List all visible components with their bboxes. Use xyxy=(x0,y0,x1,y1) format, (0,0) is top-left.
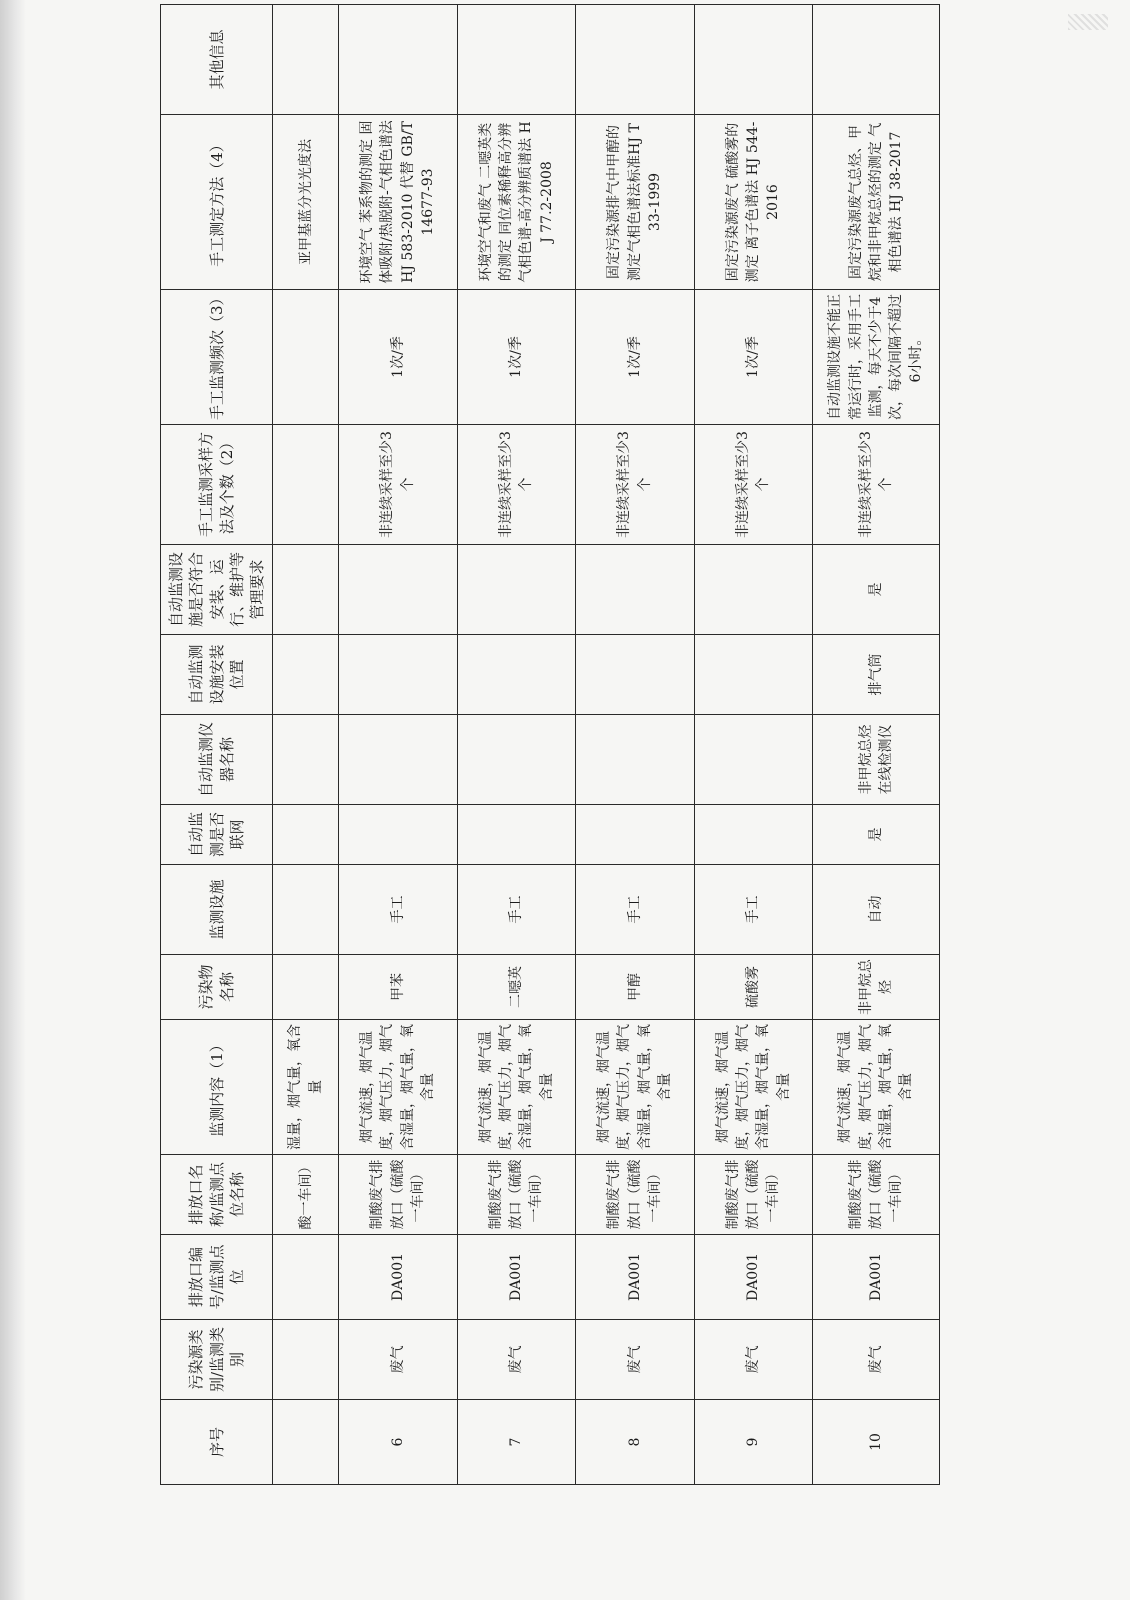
continuation-other xyxy=(273,5,339,115)
cell-facility: 手工 xyxy=(694,865,813,955)
cell-outlet-name: 制酸废气排放口（硫酸一车间） xyxy=(457,1155,576,1235)
continuation-outlet-name: 酸一车间） xyxy=(273,1155,339,1235)
header-outlet-code: 排放口编号/监测点位 xyxy=(161,1235,273,1320)
cell-other xyxy=(339,5,458,115)
cell-other xyxy=(576,5,695,115)
cell-content: 烟气流速，烟气温度，烟气压力，烟气含湿量，烟气量，氧含量 xyxy=(576,1020,695,1155)
rotated-table-sheet xyxy=(160,29,940,1485)
header-outlet-name: 排放口名称/监测点位名称 xyxy=(161,1155,273,1235)
cell-outlet-code: DA001 xyxy=(457,1235,576,1320)
cell-outlet-code: DA001 xyxy=(576,1235,695,1320)
continuation-method: 亚甲基蓝分光光度法 xyxy=(273,115,339,290)
cell-outlet-code: DA001 xyxy=(339,1235,458,1320)
scan-edge-shadow xyxy=(0,0,26,1600)
table-row xyxy=(457,5,576,1485)
cell-compliant xyxy=(694,545,813,635)
header-source-type: 污染源类别/监测类别 xyxy=(161,1320,273,1400)
continuation-seq xyxy=(273,1400,339,1485)
table-row xyxy=(694,5,813,1485)
cell-content: 烟气流速，烟气温度，烟气压力，烟气含湿量，烟气量，氧含量 xyxy=(457,1020,576,1155)
cell-facility: 手工 xyxy=(576,865,695,955)
cell-facility: 手工 xyxy=(339,865,458,955)
continuation-row xyxy=(273,5,339,1485)
cell-seq: 6 xyxy=(339,1400,458,1485)
table-frame xyxy=(160,29,940,1485)
cell-pollutant: 甲苯 xyxy=(339,955,458,1020)
cell-instrument xyxy=(694,715,813,805)
cell-networked xyxy=(339,805,458,865)
cell-seq: 7 xyxy=(457,1400,576,1485)
table-row xyxy=(576,5,695,1485)
cell-install-pos xyxy=(339,635,458,715)
cell-networked xyxy=(576,805,695,865)
cell-frequency: 1次/季 xyxy=(457,290,576,425)
cell-outlet-name: 制酸废气排放口（硫酸一车间） xyxy=(339,1155,458,1235)
cell-instrument: 非甲烷总烃在线检测仪 xyxy=(813,715,940,805)
cell-outlet-name: 制酸废气排放口（硫酸一车间） xyxy=(813,1155,940,1235)
cell-outlet-name: 制酸废气排放口（硫酸一车间） xyxy=(694,1155,813,1235)
cell-method: 固定污染源排气中甲醇的测定气相色谱法标准HJ T 33-1999 xyxy=(576,115,695,290)
header-other: 其他信息 xyxy=(161,5,273,115)
header-sampling: 手工监测采样方法及个数（2） xyxy=(161,425,273,545)
cell-method: 固定污染源废气 硫酸雾的测定 离子色谱法 HJ 544-2016 xyxy=(694,115,813,290)
cell-other xyxy=(813,5,940,115)
cell-method: 环境空气和废气 二噁英类的测定 同位素稀释高分辨气相色谱-高分辨质谱法 HJ 77.2-2008 xyxy=(457,115,576,290)
cell-facility: 手工 xyxy=(457,865,576,955)
cell-networked xyxy=(694,805,813,865)
cell-content: 烟气流速，烟气温度，烟气压力，烟气含湿量，烟气量，氧含量 xyxy=(813,1020,940,1155)
cell-compliant xyxy=(339,545,458,635)
cell-method: 固定污染源废气总烃、甲烷和非甲烷总烃的测定 气相色谱法 HJ 38-2017 xyxy=(813,115,940,290)
header-facility: 监测设施 xyxy=(161,865,273,955)
cell-frequency: 1次/季 xyxy=(694,290,813,425)
cell-facility: 自动 xyxy=(813,865,940,955)
continuation-install-pos xyxy=(273,635,339,715)
cell-instrument xyxy=(339,715,458,805)
cell-outlet-code: DA001 xyxy=(813,1235,940,1320)
cell-install-pos xyxy=(694,635,813,715)
table-row xyxy=(813,5,940,1485)
continuation-facility xyxy=(273,865,339,955)
header-networked: 自动监测是否联网 xyxy=(161,805,273,865)
table-row xyxy=(339,5,458,1485)
cell-outlet-name: 制酸废气排放口（硫酸一车间） xyxy=(576,1155,695,1235)
header-instrument: 自动监测仪器名称 xyxy=(161,715,273,805)
cell-seq: 10 xyxy=(813,1400,940,1485)
cell-sampling: 非连续采样至少3个 xyxy=(576,425,695,545)
cell-sampling: 非连续采样至少3个 xyxy=(813,425,940,545)
continuation-sampling xyxy=(273,425,339,545)
header-pollutant: 污染物名称 xyxy=(161,955,273,1020)
header-seq: 序号 xyxy=(161,1400,273,1485)
cell-sampling: 非连续采样至少3个 xyxy=(339,425,458,545)
cell-source-type: 废气 xyxy=(694,1320,813,1400)
cell-sampling: 非连续采样至少3个 xyxy=(694,425,813,545)
cell-other xyxy=(457,5,576,115)
cell-compliant: 是 xyxy=(813,545,940,635)
cell-pollutant: 硫酸雾 xyxy=(694,955,813,1020)
cell-content: 烟气流速，烟气温度，烟气压力，烟气含湿量，烟气量，氧含量 xyxy=(339,1020,458,1155)
header-content: 监测内容（1） xyxy=(161,1020,273,1155)
continuation-source-type xyxy=(273,1320,339,1400)
cell-compliant xyxy=(576,545,695,635)
header-compliant: 自动监测设施是否符合安装、运行、维护等管理要求 xyxy=(161,545,273,635)
header-row xyxy=(161,5,273,1485)
cell-source-type: 废气 xyxy=(576,1320,695,1400)
cell-source-type: 废气 xyxy=(813,1320,940,1400)
continuation-compliant xyxy=(273,545,339,635)
cell-pollutant: 甲醇 xyxy=(576,955,695,1020)
continuation-frequency xyxy=(273,290,339,425)
cell-install-pos: 排气筒 xyxy=(813,635,940,715)
cell-frequency: 1次/季 xyxy=(339,290,458,425)
cell-networked xyxy=(457,805,576,865)
continuation-networked xyxy=(273,805,339,865)
cell-install-pos xyxy=(576,635,695,715)
cell-pollutant: 二噁英 xyxy=(457,955,576,1020)
cell-source-type: 废气 xyxy=(339,1320,458,1400)
cell-install-pos xyxy=(457,635,576,715)
cell-outlet-code: DA001 xyxy=(694,1235,813,1320)
cell-sampling: 非连续采样至少3个 xyxy=(457,425,576,545)
cell-networked: 是 xyxy=(813,805,940,865)
cell-other xyxy=(694,5,813,115)
cell-seq: 8 xyxy=(576,1400,695,1485)
monitoring-plan-table xyxy=(160,4,940,1485)
scan-corner-mark xyxy=(1068,14,1108,30)
cell-method: 环境空气 苯系物的测定 固体吸附/热脱附-气相色谱法 HJ 583-2010 代替 GB/T 14677-93 xyxy=(339,115,458,290)
cell-content: 烟气流速，烟气温度，烟气压力，烟气含湿量，烟气量，氧含量 xyxy=(694,1020,813,1155)
header-install-pos: 自动监测设施安装位置 xyxy=(161,635,273,715)
cell-frequency: 自动监测设施不能正常运行时，采用手工监测，每天不少于4次，每次间隔不超过6小时。 xyxy=(813,290,940,425)
cell-instrument xyxy=(457,715,576,805)
header-frequency: 手工监测频次（3） xyxy=(161,290,273,425)
continuation-pollutant xyxy=(273,955,339,1020)
header-method: 手工测定方法（4） xyxy=(161,115,273,290)
cell-seq: 9 xyxy=(694,1400,813,1485)
continuation-instrument xyxy=(273,715,339,805)
cell-source-type: 废气 xyxy=(457,1320,576,1400)
cell-frequency: 1次/季 xyxy=(576,290,695,425)
cell-pollutant: 非甲烷总烃 xyxy=(813,955,940,1020)
continuation-outlet-code xyxy=(273,1235,339,1320)
cell-compliant xyxy=(457,545,576,635)
cell-instrument xyxy=(576,715,695,805)
continuation-content: 湿量，烟气量，氧含量 xyxy=(273,1020,339,1155)
